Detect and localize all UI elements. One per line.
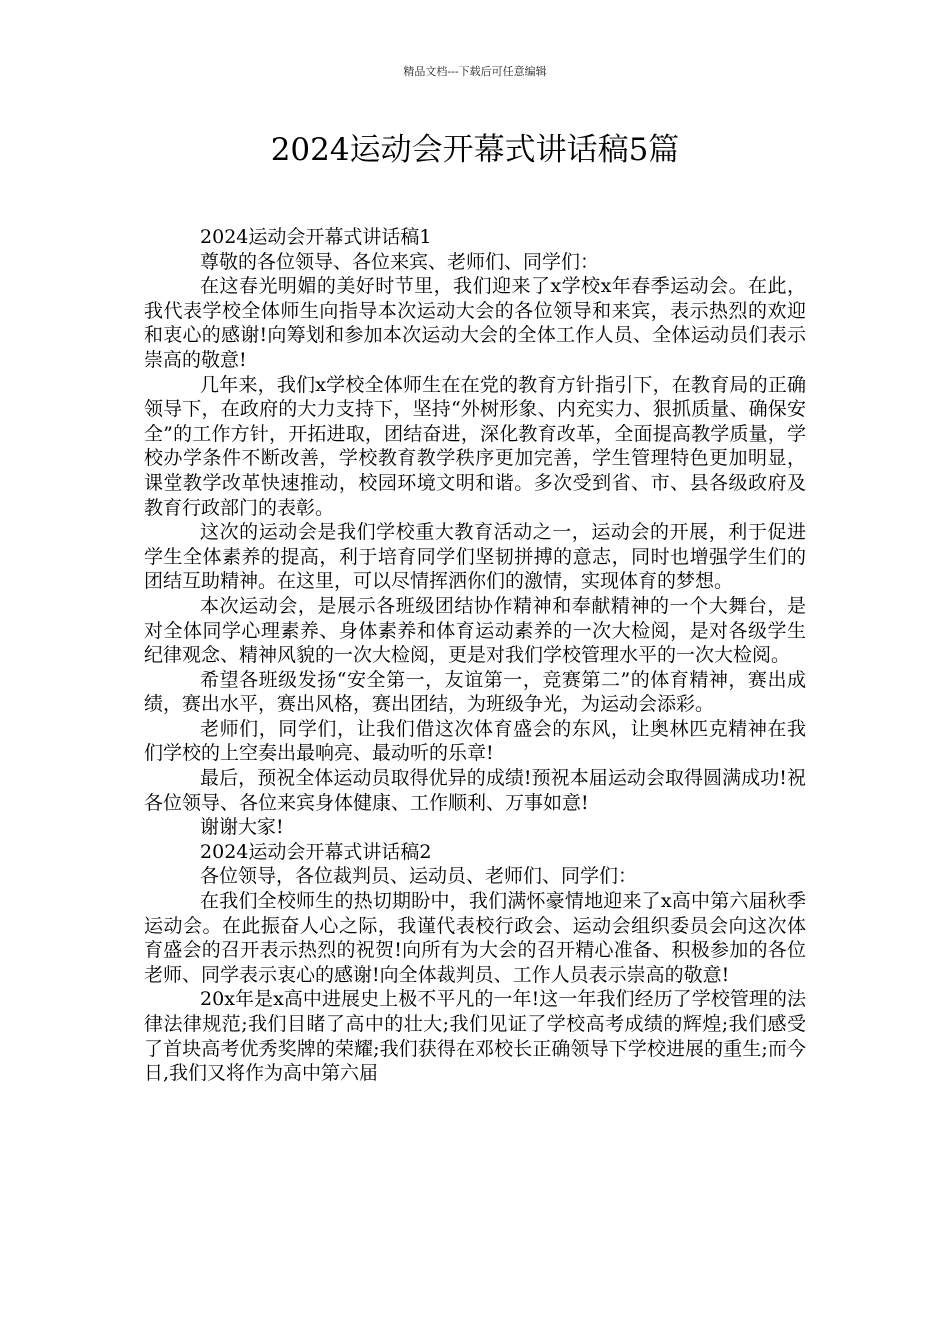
body-paragraph: 希望各班级发扬“安全第一，友谊第一，竞赛第二”的体育精神，赛出成绩，赛出水平，赛出风格，赛出团结，为班级争光，为运动会添彩。 xyxy=(144,668,806,716)
salutation-paragraph: 各位领导，各位裁判员、运动员、老师们、同学们： xyxy=(200,865,638,888)
document-title: 2024运动会开幕式讲话稿5篇 xyxy=(270,132,680,168)
body-paragraph: 这次的运动会是我们学校重大教育活动之一，运动会的开展，利于促进学生全体素养的提高，利于培育同学们坚韧拼搏的意志，同时也增强学生们的团结互助精神。在这里，可以尽情挥洒你们的激情，实现体育的梦想。 xyxy=(144,521,806,593)
section-heading-1: 2024运动会开幕式讲话稿1 xyxy=(200,226,432,248)
page-header-watermark: 精品文档---下载后可任意编辑 xyxy=(403,65,547,78)
closing-paragraph: 谢谢大家! xyxy=(200,816,284,839)
body-paragraph: 几年来，我们x学校全体师生在在党的教育方针指引下，在教育局的正确领导下，在政府的大力支持下，坚持“外树形象、内充实力、狠抓质量、确保安全”的工作方针，开拓进取，团结奋进，深化教育改革，全面提高教学质量，学校办学条件不断改善，学校教育教学秩序更加完善，学生管理特色更加明显，课堂教学改革快速推动，校园环境文明和谐。多次受到省、市、县各级政府及教育行政部门的表彰。 xyxy=(144,373,806,519)
document-body xyxy=(144,225,806,1086)
section-heading-2: 2024运动会开幕式讲话稿2 xyxy=(200,840,432,863)
salutation-paragraph: 尊敬的各位领导、各位来宾、老师们、同学们： xyxy=(200,250,600,273)
body-paragraph: 本次运动会，是展示各班级团结协作精神和奉献精神的一个大舞台，是对全体同学心理素养、身体素养和体育运动素养的一次大检阅，是对各级学生纪律观念、精神风貌的一次大检阅，更是对我们学校管理水平的一次大检阅。 xyxy=(144,594,806,667)
body-paragraph: 老师们，同学们，让我们借这次体育盛会的东风，让奥林匹克精神在我们学校的上空奏出最响亮、最动听的乐章! xyxy=(144,717,806,765)
body-paragraph: 在这春光明媚的美好时节里，我们迎来了x学校x年春季运动会。在此，我代表学校全体师生向指导本次运动大会的各位领导和来宾，表示热烈的欢迎和衷心的感谢!向筹划和参加本次运动大会的全体工作人员、全体运动员们表示崇高的敬意! xyxy=(144,275,806,371)
body-paragraph: 20x年是x高中进展史上极不平凡的一年!这一年我们经历了学校管理的法律法律规范;我们目睹了高中的壮大;我们见证了学校高考成绩的辉煌;我们感受了首块高考优秀奖牌的荣耀;我们获得在邓校长正确领导下学校进展的重生;而今日,我们又将作为高中第六届 xyxy=(144,988,806,1085)
body-paragraph: 最后，预祝全体运动员取得优异的成绩!预祝本届运动会取得圆满成功!祝各位领导、各位来宾身体健康、工作顺利、万事如意! xyxy=(144,767,806,814)
body-paragraph: 在我们全校师生的热切期盼中，我们满怀豪情地迎来了x高中第六届秋季运动会。在此振奋人心之际，我谨代表校行政会、运动会组织委员会向这次体育盛会的召开表示热烈的祝贺!向所有为大会的召开精心准备、积极参加的各位老师、同学表示衷心的感谢!向全体裁判员、工作人员表示崇高的敬意! xyxy=(144,890,806,986)
